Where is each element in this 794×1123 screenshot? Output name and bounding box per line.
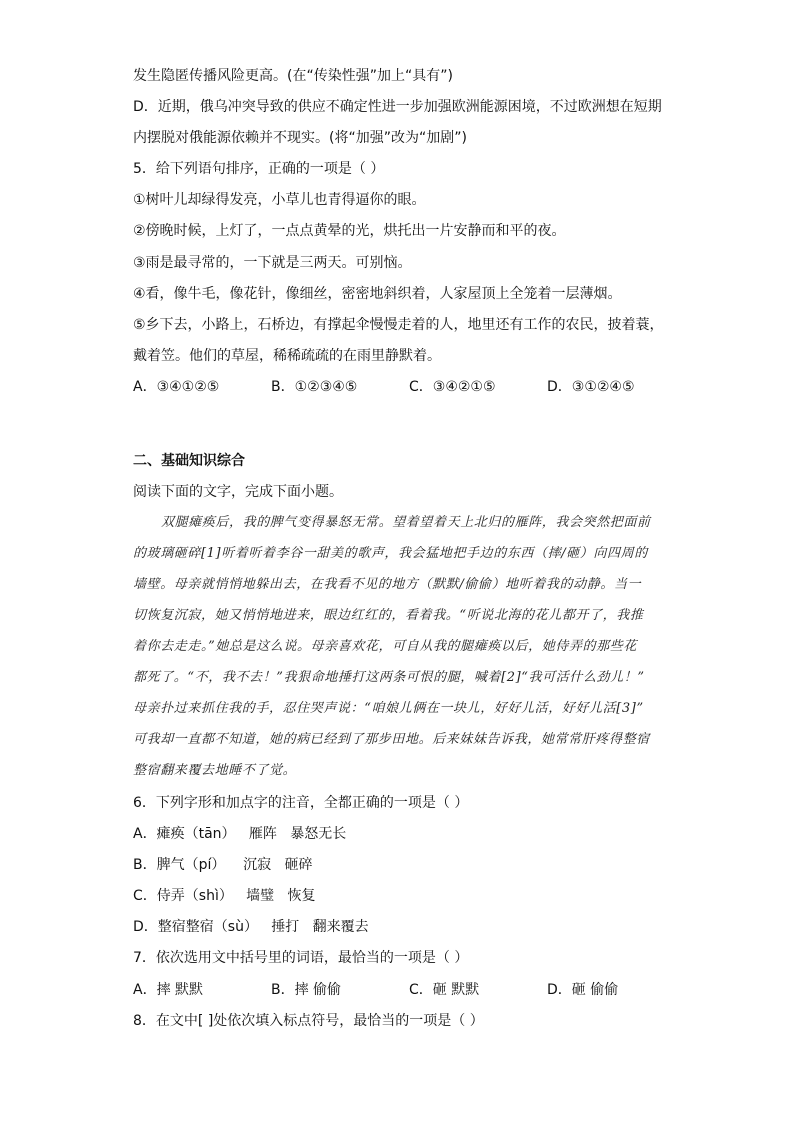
q5-option-d: D．③①②④⑤	[547, 379, 635, 395]
q7-option-a: A．摔 默默	[133, 982, 204, 998]
option-d-line1: D．近期，俄乌冲突导致的供应不确定性进一步加强欧洲能源困境，不过欧洲想在短期	[133, 99, 662, 115]
reading-instruction: 阅读下面的文字，完成下面小题。	[133, 484, 343, 500]
q6-option-a: A．瘫痪（tān） 雁阵 暴怒无长	[133, 826, 347, 842]
q7-option-b: B．摔 偷偷	[271, 982, 342, 998]
option-d-line2: 内摆脱对俄能源依赖并不现实。(将“加强”改为“加剧”)	[133, 130, 467, 146]
q5-sentence-5a: ⑤乡下去，小路上，石桥边，有撑起伞慢慢走着的人，地里还有工作的农民，披着蓑，	[133, 317, 664, 333]
passage-line: 母亲扑过来抓住我的手，忍住哭声说：“咱娘儿俩在一块儿，好好儿活，好好儿活[3]”	[133, 701, 644, 716]
q7-option-c: C．砸 默默	[409, 982, 480, 998]
passage-line: 整宿翻来覆去地睡不了觉。	[133, 763, 297, 778]
passage-line: 切恢复沉寂，她又悄悄地进来，眼边红红的，看着我。“听说北海的花儿都开了，我推	[133, 608, 644, 623]
question-6-stem: 6．下列字形和加点字的注音，全都正确的一项是（ ）	[133, 795, 469, 811]
passage-line: 都死了。“不，我不去！”我狠命地捶打这两条可恨的腿，喊着[2]“我可活什么劲儿！”	[133, 670, 645, 685]
passage-line: 墙壁。母亲就悄悄地躲出去，在我看不见的地方（默默/偷偷）地听着我的动静。当一	[133, 577, 642, 592]
q5-sentence-3: ③雨是最寻常的，一下就是三两天。可别恼。	[133, 255, 412, 271]
option-c-continuation: 发生隐匿传播风险更高。(在“传染性强”加上“具有”)	[133, 68, 453, 84]
q5-option-b: B．①②③④⑤	[271, 379, 358, 395]
q5-sentence-2: ②傍晚时候，上灯了，一点点黄晕的光，烘托出一片安静而和平的夜。	[133, 223, 566, 239]
question-8-stem: 8．在文中[ ]处依次填入标点符号，最恰当的一项是（ ）	[133, 1013, 484, 1029]
question-5-stem: 5．给下列语句排序，正确的一项是（ ）	[133, 161, 385, 177]
passage-line: 可我却一直都不知道，她的病已经到了那步田地。后来妹妹告诉我，她常常肝疼得整宿	[133, 732, 650, 747]
passage-line: 双腿瘫痪后，我的脾气变得暴怒无常。望着望着天上北归的雁阵，我会突然把面前	[161, 515, 651, 530]
q7-option-d: D．砸 偷偷	[547, 982, 619, 998]
passage-line: 着你去走走。”她总是这么说。母亲喜欢花，可自从我的腿瘫痪以后，她侍弄的那些花	[133, 639, 637, 654]
q5-sentence-4: ④看，像牛毛，像花针，像细丝，密密地斜织着，人家屋顶上全笼着一层薄烟。	[133, 286, 622, 302]
q6-option-d: D．整宿整宿（sù） 捶打 翻来覆去	[133, 919, 369, 935]
q6-option-c: C．侍弄（shì） 墙璧 恢复	[133, 888, 316, 904]
q5-sentence-5b: 戴着笠。他们的草屋，稀稀疏疏的在雨里静默着。	[133, 348, 441, 364]
question-7-stem: 7．依次选用文中括号里的词语，最恰当的一项是（ ）	[133, 950, 469, 966]
q5-option-c: C．③④②①⑤	[409, 379, 496, 395]
q5-option-a: A．③④①②⑤	[133, 379, 220, 395]
section-heading: 二、基础知识综合	[133, 453, 245, 469]
q5-sentence-1: ①树叶儿却绿得发亮，小草儿也青得逼你的眼。	[133, 192, 426, 208]
passage-line: 的玻璃砸碎[1]听着听着李谷一甜美的歌声，我会猛地把手边的东西（摔/砸）向四周的	[133, 546, 648, 561]
q6-option-b: B．脾气（pí） 沉寂 砸碎	[133, 857, 313, 873]
